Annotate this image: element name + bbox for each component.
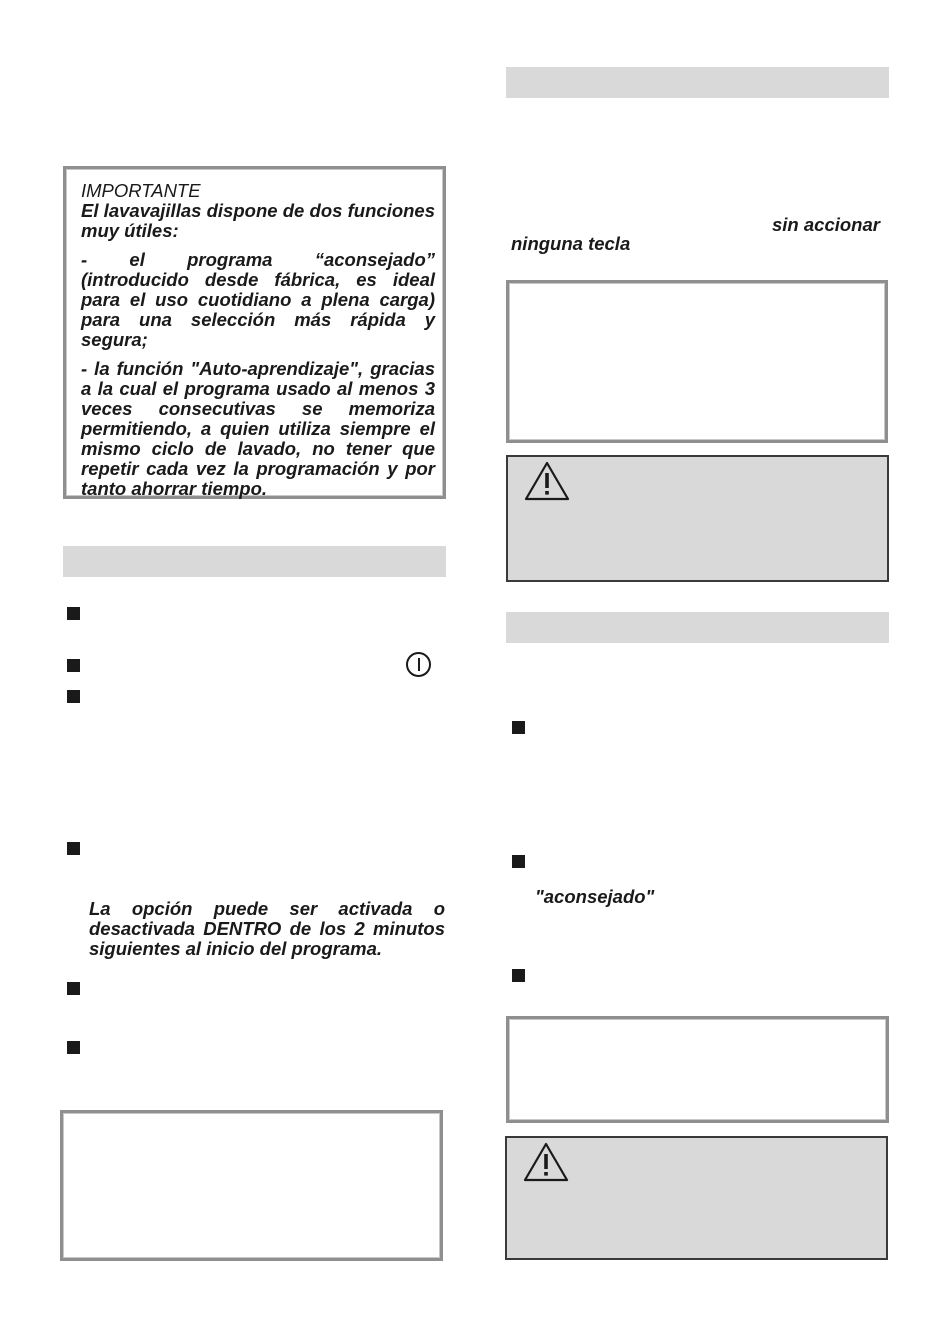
- right-bottom-info-box-inner: [509, 1019, 886, 1120]
- right-warning-box-1: [506, 455, 889, 582]
- right-bottom-info-box: [506, 1016, 889, 1123]
- right-bullet-3: [512, 969, 525, 982]
- left-bullet-3: [67, 690, 80, 703]
- left-bullet-1: [67, 607, 80, 620]
- important-notice-title: IMPORTANTE: [81, 180, 201, 201]
- right-top-section-header-bar: [506, 67, 889, 98]
- aconsejado-text: "aconsejado": [535, 886, 655, 907]
- right-top-info-box: [506, 280, 888, 443]
- warning-triangle-icon: [524, 461, 570, 501]
- right-bullet-2: [512, 855, 525, 868]
- important-notice-intro: El lavavajillas dispone de dos funciones muy útiles:: [81, 200, 435, 241]
- sin-accionar-text: sin accionar: [772, 214, 880, 235]
- important-notice-box: [63, 166, 446, 499]
- important-notice-item-2: - la función "Auto-aprendizaje", gracias a la cual el programa usado al menos 3 veces consecutivas se memoriza permitiendo, a quien utiliza siempre el mismo ciclo de lavado, no tener que repetir cada vez la programación y por tanto ahorrar tiempo.: [81, 358, 435, 499]
- right-middle-section-header-bar: [506, 612, 889, 643]
- left-bottom-info-box-inner: [63, 1113, 440, 1258]
- left-bullet-6: [67, 1041, 80, 1054]
- ninguna-tecla-text: ninguna tecla: [511, 233, 631, 254]
- right-warning-box-2: [505, 1136, 888, 1260]
- right-top-info-box-inner: [509, 283, 885, 440]
- left-bullet-5: [67, 982, 80, 995]
- right-bullet-1: [512, 721, 525, 734]
- left-bullet-4: [67, 842, 80, 855]
- important-notice-item-1: - el programa “aconsejado” (introducido desde fábrica, es ideal para el uso cuotidiano a plena carga) para una selección más rápida y segura;: [81, 249, 435, 350]
- left-bullet-2: [67, 659, 80, 672]
- option-activation-note: La opción puede ser activada o desactivada DENTRO de los 2 minutos siguientes al inicio del programa.: [89, 898, 445, 959]
- left-bottom-info-box: [60, 1110, 443, 1261]
- power-icon: [406, 652, 431, 677]
- left-section-header-bar: [63, 546, 446, 577]
- important-notice-text: [81, 181, 435, 499]
- warning-triangle-icon-2: [523, 1142, 569, 1182]
